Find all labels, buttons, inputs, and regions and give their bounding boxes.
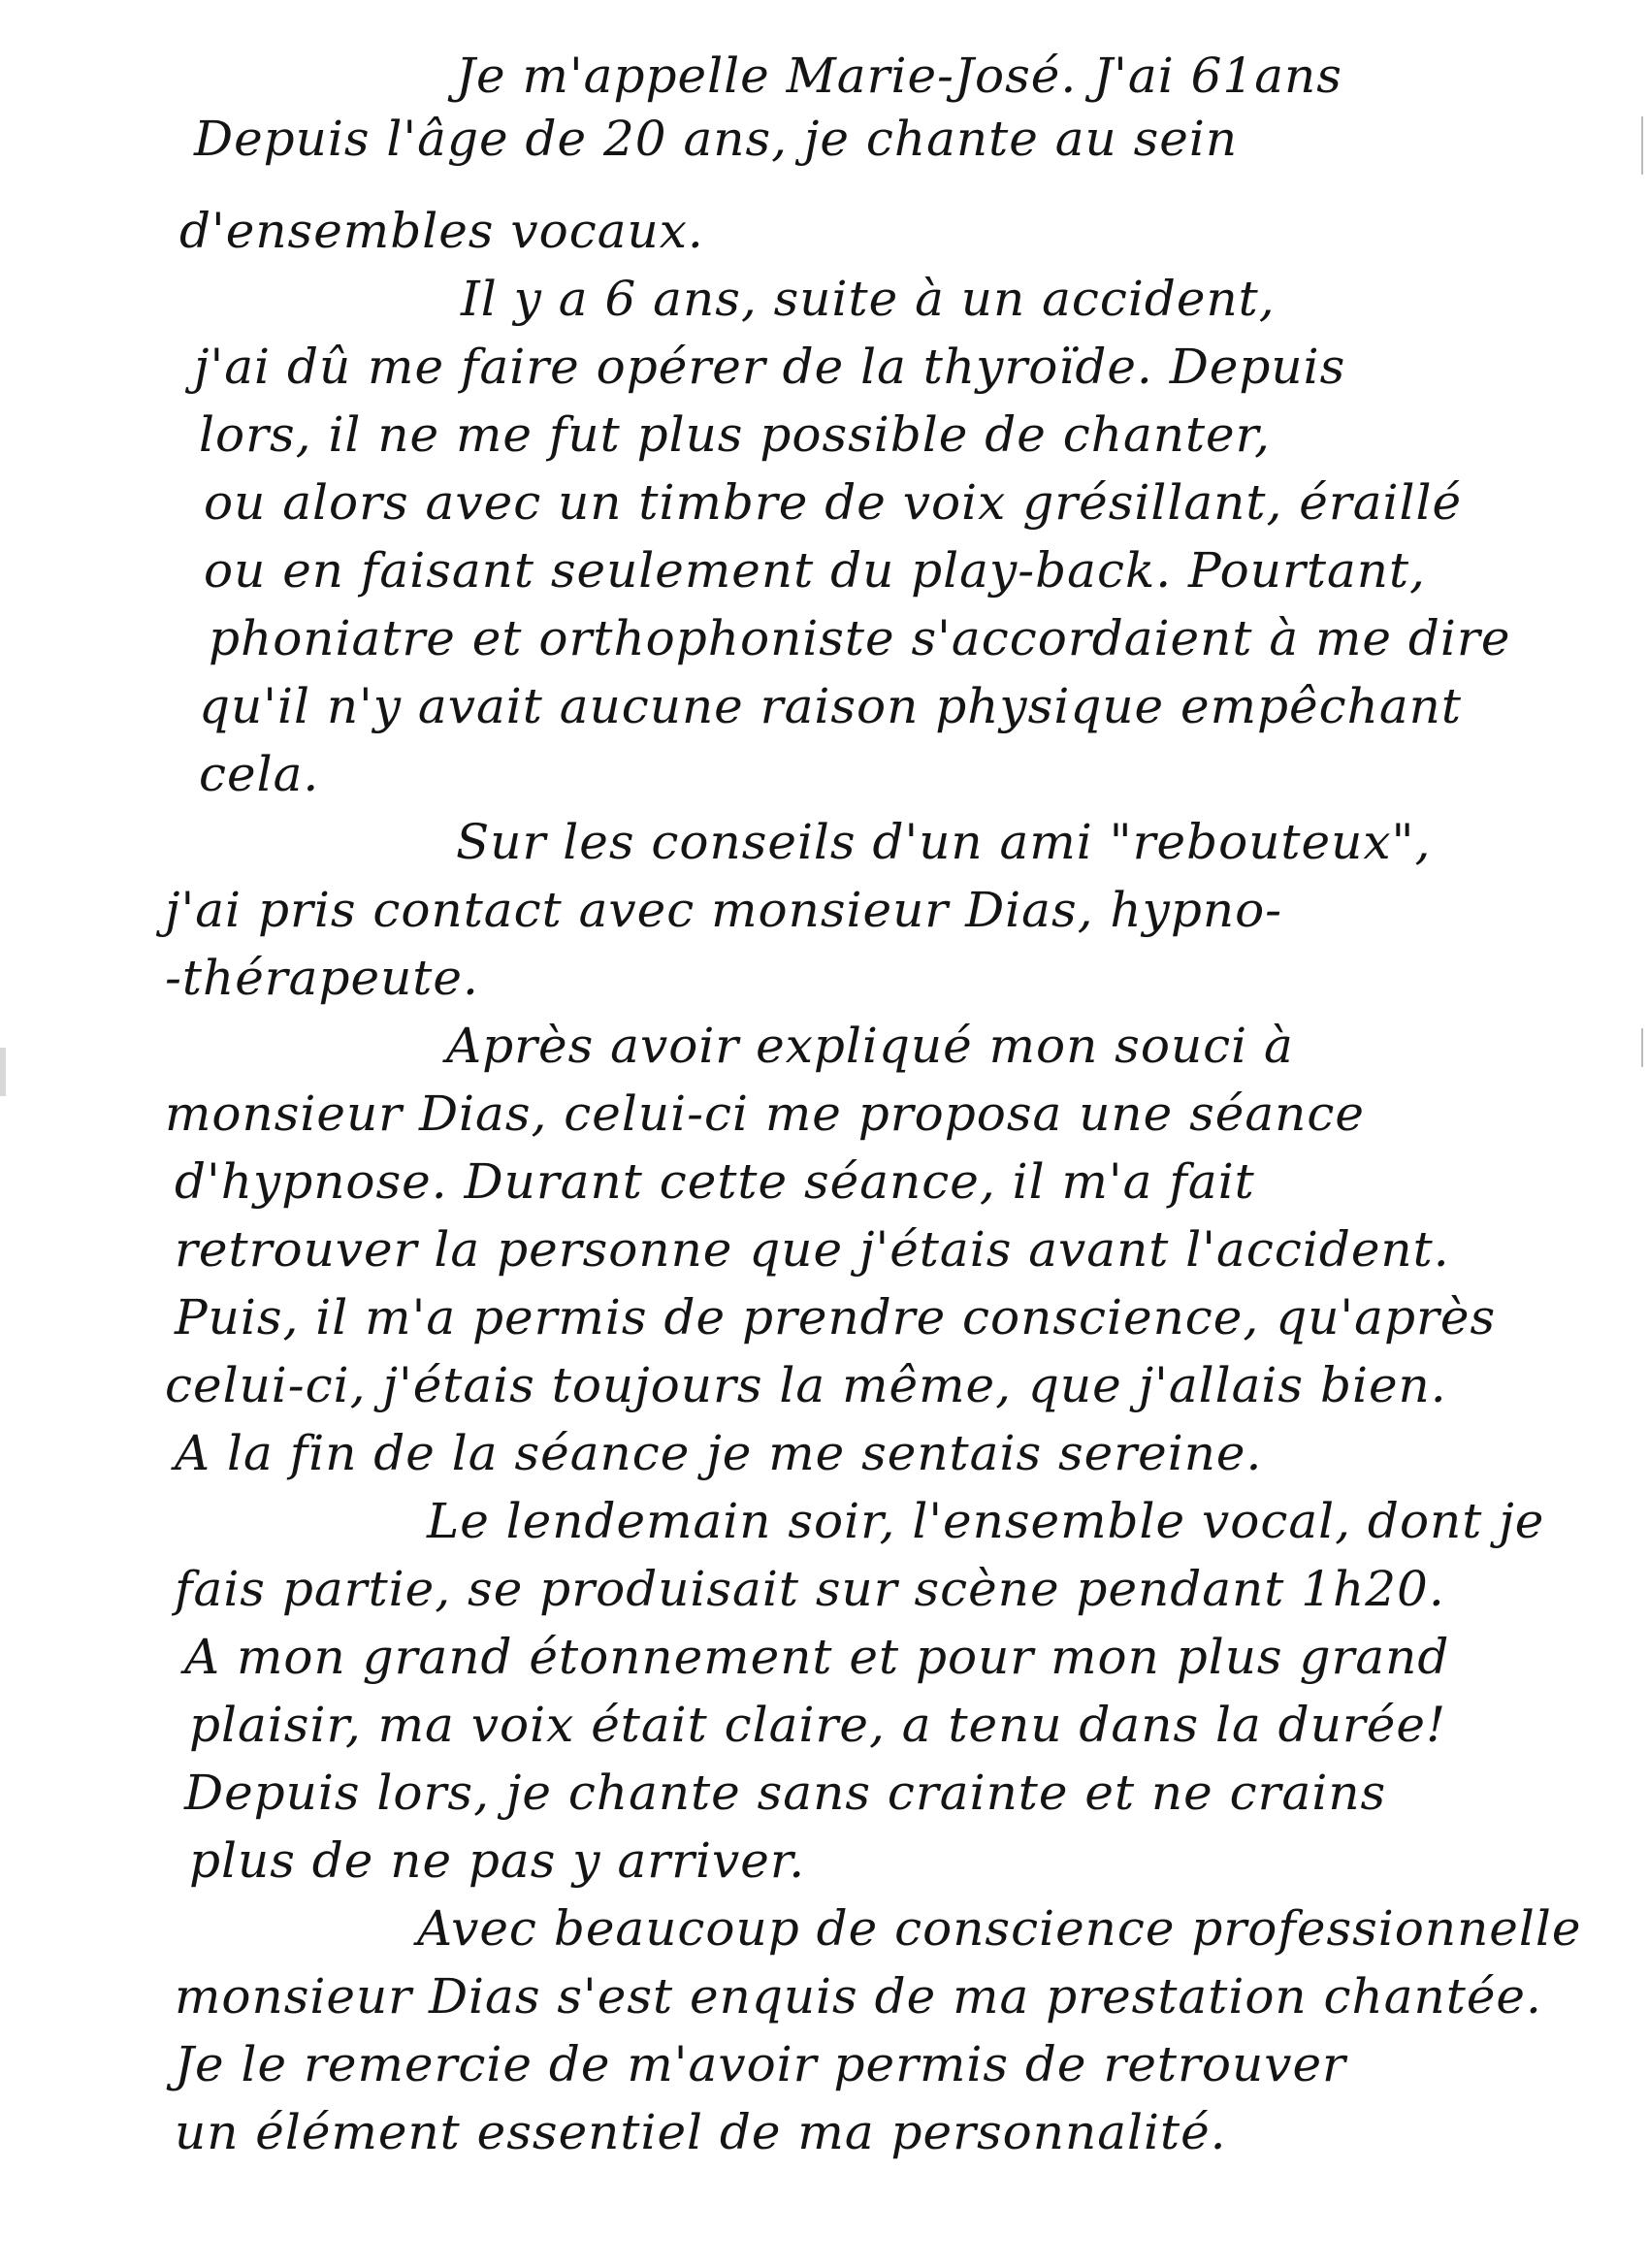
letter-line: qu'il n'y avait aucune raison physique empêchant [199, 678, 1462, 734]
letter-line: j'ai dû me faire opérer de la thyroïde. Depuis [194, 339, 1346, 395]
letter-line: Je m'appelle Marie-José. J'ai 61ans [456, 48, 1342, 104]
letter-line: retrouver la personne que j'étais avant l'accident. [175, 1221, 1450, 1278]
letter-line: d'hypnose. Durant cette séance, il m'a fait [175, 1153, 1255, 1210]
letter-line: A la fin de la séance je me sentais sereine. [175, 1425, 1263, 1481]
letter-line: un élément essentiel de ma personnalité. [175, 2104, 1227, 2160]
letter-line: Depuis l'âge de 20 ans, je chante au sein [194, 111, 1239, 167]
letter-line: celui-ci, j'étais toujours la même, que j'allais bien. [165, 1357, 1447, 1413]
letter-line: Je le remercie de m'avoir permis de retrouver [175, 2036, 1346, 2092]
letter-line: plaisir, ma voix était claire, a tenu dans la durée! [189, 1697, 1447, 1753]
letter-line: fais partie, se produisait sur scène pendant 1h20. [175, 1561, 1445, 1617]
letter-line: Avec beaucoup de conscience professionnelle [417, 1900, 1582, 1957]
letter-line: Il y a 6 ans, suite à un accident, [461, 271, 1276, 327]
letter-line: phoniatre et orthophoniste s'accordaient à me dire [209, 610, 1511, 666]
letter-line: Sur les conseils d'un ami "rebouteux", [456, 814, 1432, 870]
letter-line: A mon grand étonnement et pour mon plus grand [184, 1629, 1450, 1685]
letter-line: monsieur Dias, celui-ci me proposa une séance [165, 1085, 1365, 1142]
letter-line: lors, il ne me fut plus possible de chanter, [199, 406, 1271, 463]
letter-line: -thérapeute. [165, 950, 479, 1006]
letter-line: Puis, il m'a permis de prendre conscience, qu'après [175, 1289, 1497, 1345]
letter-line: ou en faisant seulement du play-back. Pourtant, [204, 542, 1426, 599]
letter-line: cela. [199, 746, 320, 802]
letter-line: Depuis lors, je chante sans crainte et ne crains [184, 1765, 1387, 1821]
letter-line: Après avoir expliqué mon souci à [446, 1018, 1294, 1074]
letter-line: d'ensembles vocaux. [179, 203, 704, 259]
letter-line: Le lendemain soir, l'ensemble vocal, dont je [427, 1493, 1545, 1549]
letter-line: plus de ne pas y arriver. [189, 1832, 806, 1889]
letter-line: ou alors avec un timbre de voix grésillant, éraillé [204, 474, 1463, 531]
letter-line: j'ai pris contact avec monsieur Dias, hypno- [165, 882, 1283, 938]
letter-line: monsieur Dias s'est enquis de ma prestation chantée. [175, 1968, 1542, 2025]
